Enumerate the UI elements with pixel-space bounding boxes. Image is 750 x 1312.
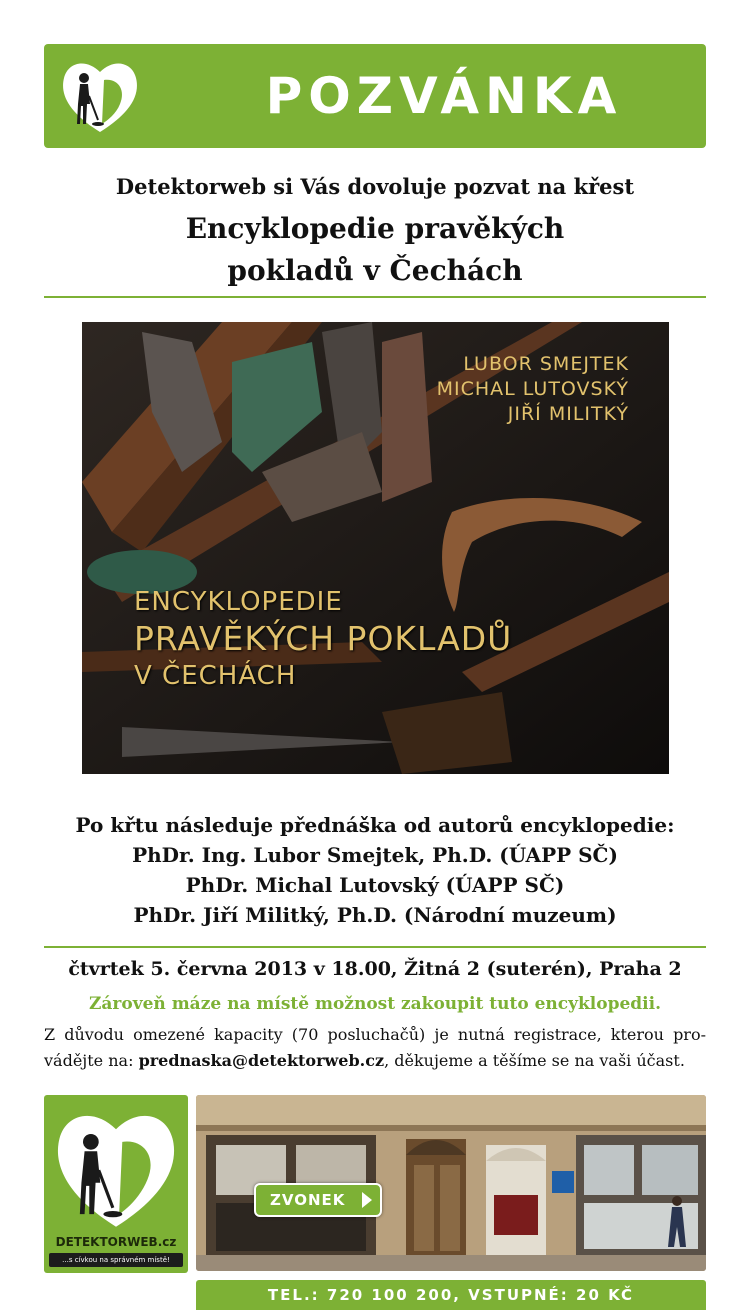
book-title-line-1: Encyklopedie pravěkých	[185, 212, 565, 245]
contact-footer: TEL.: 720 100 200, VSTUPNÉ: 20 KČ	[196, 1280, 706, 1310]
speaker-item: PhDr. Michal Lutovský (ÚAPP SČ)	[185, 873, 565, 897]
detector-heart-logo-icon	[50, 1101, 182, 1233]
logo-site-name: DETEKTORWEB.cz	[55, 1235, 177, 1249]
detector-heart-logo-icon	[58, 54, 142, 138]
speaker-item: PhDr. Ing. Lubor Smejtek, Ph.D. (ÚAPP SČ)	[132, 843, 618, 867]
logo-slogan: ...s cívkou na správném místě!	[49, 1253, 183, 1267]
cover-author: MICHAL LUTOVSKÝ	[436, 378, 629, 400]
registration-note	[44, 1022, 706, 1074]
registration-text-end: , děkujeme a těšíme se na vaši účast.	[384, 1051, 685, 1070]
invitation-line: Detektorweb si Vás dovoluje pozvat na křest	[115, 174, 635, 199]
book-cover	[82, 322, 669, 774]
speaker-item: PhDr. Jiří Militký, Ph.D. (Národní muzeum)	[133, 903, 617, 927]
purchase-note: Zároveň máze na místě možnost zakoupit tuto encyklopedii.	[89, 994, 661, 1014]
registration-email-link[interactable]: prednaska@detektorweb.cz	[138, 1051, 385, 1070]
cover-title-line-2: PRAVĚKÝCH POKLADŮ	[134, 619, 513, 658]
lecture-heading: Po křtu následuje přednáška od autorů encyklopedie:	[75, 813, 675, 837]
building-photo	[196, 1095, 706, 1271]
arrow-right-icon	[362, 1192, 372, 1208]
banner-title: POZVÁNKA	[265, 67, 623, 125]
event-datetime-place: čtvrtek 5. června 2013 v 18.00, Žitná 2 (suterén), Praha 2	[68, 958, 682, 980]
cover-author: JIŘÍ MILITKÝ	[507, 403, 629, 425]
doorbell-label	[254, 1183, 382, 1217]
header-banner	[44, 44, 706, 148]
divider-bottom	[44, 946, 706, 948]
lecture-section	[0, 810, 750, 930]
book-title-line-2: pokladů v Čechách	[227, 254, 523, 287]
cover-title	[134, 586, 512, 692]
cover-author: LUBOR SMEJTEK	[463, 353, 629, 375]
cover-authors	[437, 352, 629, 427]
divider-top	[44, 296, 706, 298]
cover-title-line-3: V ČECHÁCH	[134, 661, 297, 691]
cover-title-line-1: ENCYKLOPEDIE	[134, 587, 343, 617]
registration-text: Z důvodu omezené kapacity (70 posluchačů) je nutná registrace, kterou pro-vádějte na:	[44, 1025, 706, 1070]
detektorweb-logo	[44, 1095, 188, 1273]
doorbell-label-text: ZVONEK	[270, 1191, 346, 1209]
